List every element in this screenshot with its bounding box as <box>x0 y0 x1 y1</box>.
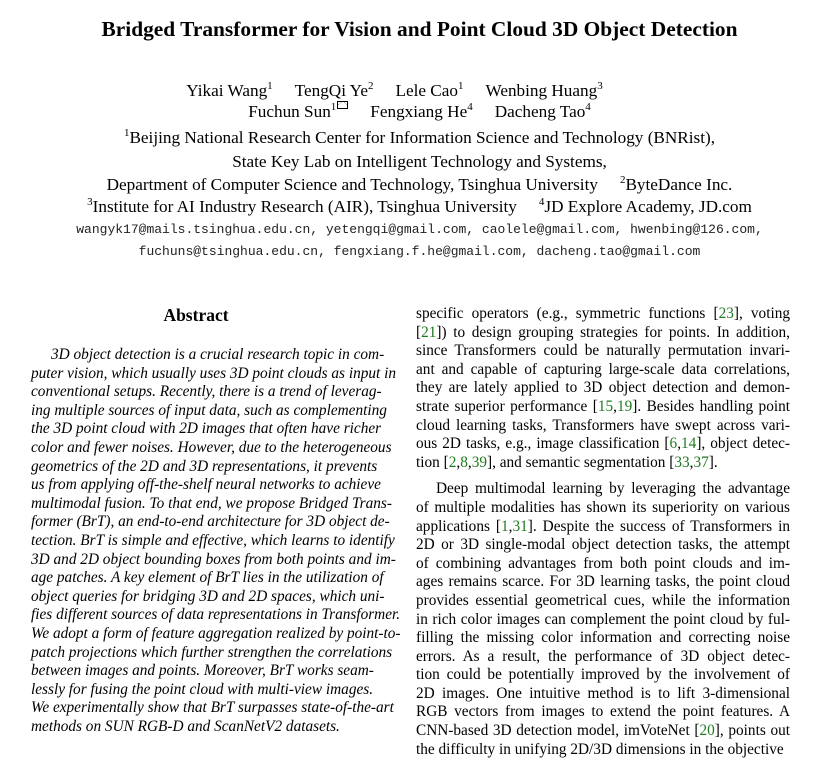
author-list-line-2 <box>0 102 839 122</box>
affiliation-marker: 2 <box>619 174 626 186</box>
abstract-line: conventional setups. Recently, there is a trend of leverag- <box>31 383 382 401</box>
author-affiliation-marker: 2 <box>367 80 374 92</box>
author-name: TengQi Ye <box>294 81 368 100</box>
author-affiliation-marker: 1 <box>267 80 273 92</box>
author-affiliation-marker: 3 <box>597 80 603 92</box>
abstract-line: patch projections which further strengthen the correlations <box>31 643 393 661</box>
author-name: Dacheng Tao <box>494 102 586 121</box>
author-affiliation-marker: 4 <box>467 101 473 113</box>
author <box>485 81 602 101</box>
body-text-line: RGB vectors from images to extend the point features. A <box>416 703 790 721</box>
citation-link[interactable]: 33 <box>674 453 690 471</box>
abstract-body <box>31 346 401 736</box>
citation-link[interactable]: 31 <box>512 517 528 535</box>
body-text-line: errors. As a result, the performance of 3D object detec- <box>416 647 790 665</box>
body-text-line: provides essential geometrical cues, while the information <box>416 591 790 609</box>
citation-link[interactable]: 39 <box>471 453 487 471</box>
body-text-line: ant and capable of capturing large-scale data correlations, <box>416 360 790 378</box>
body-text-line: ous 2D tasks, e.g., image classification [6,14], object detec- <box>416 435 790 453</box>
citation-link[interactable]: 2 <box>448 453 457 471</box>
body-text-line: they are lately applied to 3D object detection and demon- <box>416 379 790 397</box>
body-text-line: the difficulty in unifying 2D/3D dimensions in the objective <box>416 740 784 758</box>
author-name: Fengxiang He <box>370 102 468 121</box>
abstract-line: us from applying off-the-shelf neural networks to achieve <box>31 476 381 494</box>
author <box>186 81 272 101</box>
paper-title: Bridged Transformer for Vision and Point Cloud 3D Object Detection <box>101 17 738 41</box>
citation-link[interactable]: 1 <box>500 517 509 535</box>
citation-link[interactable]: 20 <box>699 722 715 740</box>
abstract-line: puter vision, which usually uses 3D point clouds as input in <box>31 364 396 382</box>
abstract-line: former (BrT), an end-to-end architecture for 3D object de- <box>31 513 390 531</box>
abstract-line: 3D object detection is a crucial research topic in com- <box>51 346 385 363</box>
abstract-line: object queries for bridging 3D and 2D spaces, which uni- <box>31 587 385 605</box>
author-affiliation-marker: 4 <box>585 101 591 113</box>
affiliation-text: Institute for AI Industry Research (AIR), Tsinghua University <box>92 197 517 216</box>
abstract-heading: Abstract <box>163 305 229 325</box>
abstract-line: color and fewer noises. However, due to the heterogeneous <box>31 438 392 456</box>
abstract-line: We adopt a form of feature aggregation realized by point-to- <box>31 624 401 642</box>
body-text-line: since Transformers could be naturally permutation invari- <box>416 342 790 360</box>
abstract-line: multimodal fusion. To that end, we propose Bridged Trans- <box>31 494 392 512</box>
affiliation-marker: 4 <box>538 196 545 208</box>
citation-link[interactable]: 14 <box>681 435 697 453</box>
author <box>495 102 591 122</box>
author-name: Yikai Wang <box>186 81 268 100</box>
abstract-line: 3D and 2D object bounding boxes from both points and im- <box>31 550 396 568</box>
citation-link[interactable]: 6 <box>669 435 678 453</box>
body-text-line: tion [2,8,39], and semantic segmentation [33,37]. <box>416 453 718 471</box>
body-text-line: [21]) to design grouping strategies for points. In addition, <box>416 323 790 341</box>
introduction-body <box>416 305 790 759</box>
abstract-line: fies different sources of data representations in Transformer. <box>31 606 401 624</box>
body-text-line: cloud learning tasks, Transformers have swept across vari- <box>416 416 790 434</box>
body-text-line: tion could be potentially improved by the involvement of <box>416 666 790 684</box>
body-text-line: 2D or 3D single-modal object detection tasks, the attempt <box>416 536 790 554</box>
author <box>370 102 472 122</box>
author-affiliation-marker: 1 <box>457 80 464 92</box>
body-text-line: strate superior performance [15,19]. Besides handling point <box>416 397 790 415</box>
citation-link[interactable]: 15 <box>597 397 614 415</box>
abstract-line: geometrics of the 2D and 3D representations, it prevents <box>31 457 378 475</box>
body-text-line: in rich color images can complement the point cloud by ful- <box>416 610 790 628</box>
affiliation-text: ByteDance Inc. <box>625 175 733 194</box>
body-text-line: of combining advantages from both point clouds and im- <box>416 554 790 572</box>
abstract-line: lessly for fusing the point cloud with multi-view images. <box>31 680 374 698</box>
body-text-line: 2D images. One intuitive method is to lift 3-dimensional <box>416 684 790 702</box>
author-name: Wenbing Huang <box>485 81 598 100</box>
affiliation-line-4 <box>0 197 839 217</box>
affiliation-text: Beijing National Research Center for Information Science and Technology (BNRist), <box>129 128 716 147</box>
author-list-line-1 <box>0 81 814 101</box>
abstract-line: tection. BrT is simple and effective, which learns to identify <box>31 531 395 549</box>
author <box>295 81 374 101</box>
body-text-line: specific operators (e.g., symmetric functions [23], voting <box>416 305 791 322</box>
author-name: Lele Cao <box>395 81 458 100</box>
envelope-icon <box>337 101 348 109</box>
affiliation-line-3 <box>0 175 839 195</box>
abstract-line: ing multiple sources of input data, such as complementing <box>31 401 387 419</box>
affiliation-marker: 3 <box>87 196 93 208</box>
author-affiliation-marker: 1 <box>330 101 337 113</box>
abstract-line: We experimentally show that BrT surpasses state-of-the-art <box>31 699 394 717</box>
abstract-line: age patches. A key element of BrT lies in the utilization of <box>31 569 384 587</box>
abstract-line: between images and points. Moreover, BrT works seam- <box>31 662 374 680</box>
citation-link[interactable]: 8 <box>460 453 468 471</box>
body-text-line: CNN-based 3D detection model, imVoteNet [20], points out <box>416 722 791 740</box>
affiliation-marker: 1 <box>123 127 130 139</box>
email-list-line-1: wangyk17@mails.tsinghua.edu.cn, yetengqi@gmail.com, caolele@gmail.com, hwenbing@126.com, <box>76 222 763 237</box>
abstract-line: methods on SUN RGB-D and ScanNetV2 datasets. <box>31 717 340 735</box>
citation-link[interactable]: 37 <box>693 453 709 471</box>
affiliation-text: JD Explore Academy, JD.com <box>544 197 752 216</box>
affiliation-text: Department of Computer Science and Technology, Tsinghua University <box>106 175 598 194</box>
author <box>395 81 463 101</box>
email-list-line-2: fuchuns@tsinghua.edu.cn, fengxiang.f.he@gmail.com, dacheng.tao@gmail.com <box>138 244 701 259</box>
abstract-line: the 3D point cloud with 2D images that often have richer <box>31 420 382 438</box>
citation-link[interactable]: 21 <box>421 323 437 341</box>
citation-link[interactable]: 19 <box>616 397 633 415</box>
affiliation-line-2: State Key Lab on Intelligent Technology and Systems, <box>232 152 607 171</box>
author <box>248 102 348 122</box>
affiliation-line-1 <box>0 128 839 148</box>
body-text-line: applications [1,31]. Despite the success of Transformers in <box>416 517 790 535</box>
body-text-line: of multiple modalities has shown its superiority on various <box>416 498 790 516</box>
citation-link[interactable]: 23 <box>718 305 734 322</box>
body-text-line: Deep multimodal learning by leveraging the advantage <box>436 480 790 498</box>
author-name: Fuchun Sun <box>248 102 331 121</box>
body-text-line: filling the missing color information and correcting noise <box>416 629 790 647</box>
body-text-line: ages remains scarce. For 3D learning tasks, the point cloud <box>416 573 790 591</box>
